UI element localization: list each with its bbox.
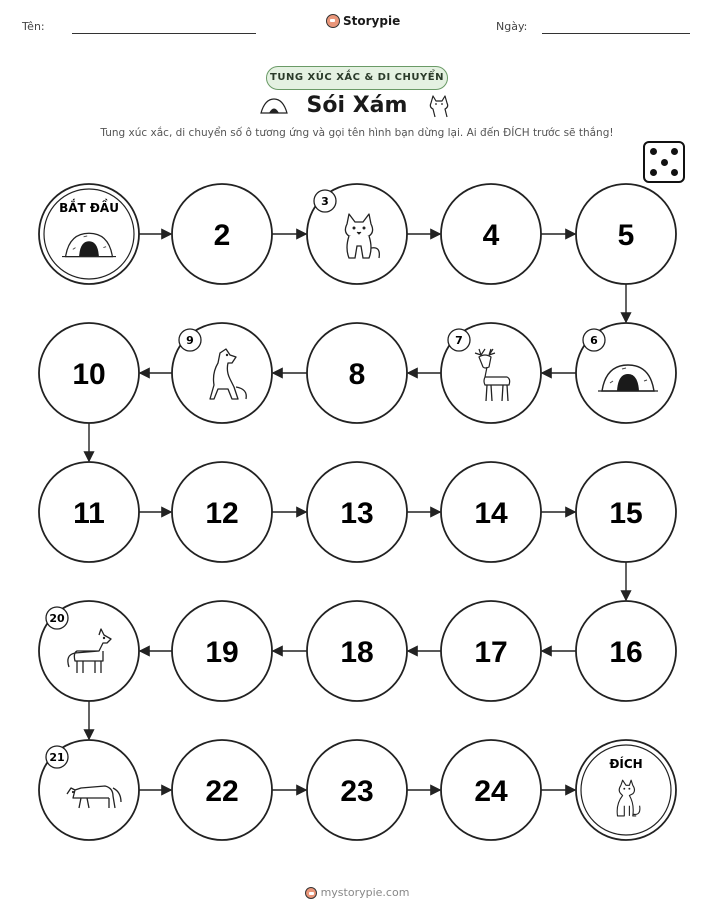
board-cell-14[interactable] [441,462,541,562]
cell-number: 12 [205,497,239,530]
brand-name: Storypie [343,14,401,28]
cell-number: 15 [609,497,643,530]
cell-number: 9 [186,334,194,347]
cell-number: 21 [49,751,65,764]
board-cell-16[interactable] [576,601,676,701]
board-cell-11[interactable] [39,462,139,562]
board-cell-10[interactable] [39,323,139,423]
date-label: Ngày: [496,20,528,33]
title-text: Sói Xám [306,93,408,118]
storypie-logo-icon [305,887,317,899]
board-cell-7[interactable] [441,323,541,423]
cell-number: 2 [213,219,231,252]
cell-number: 20 [49,612,65,625]
board-cell-12[interactable] [172,462,272,562]
cell-number: 4 [482,219,500,252]
board-cell-21[interactable] [39,740,139,840]
board-cell-17[interactable] [441,601,541,701]
board-cell-18[interactable] [307,601,407,701]
cell-number: 16 [609,636,643,669]
board-cell-15[interactable] [576,462,676,562]
cell-number: 10 [72,358,106,391]
cell-number: 18 [340,636,374,669]
cell-number: 14 [474,497,508,530]
cell-number: 22 [205,775,239,808]
cell-number: 19 [205,636,239,669]
board-cell-19[interactable] [172,601,272,701]
cell-number: 17 [474,636,508,669]
board-cell-25[interactable] [576,740,676,840]
board-cell-24[interactable] [441,740,541,840]
instructions: Tung xúc xắc, di chuyển số ô tương ứng và gọi tên hình bạn dừng lại. Ai đến ĐÍCH trước sẽ thắng! [100,127,614,139]
start-label: BẮT ĐẦU [59,201,119,215]
footer-url: mystorypie.com [320,886,410,899]
cell-number: 7 [455,334,463,347]
cell-number: 13 [340,497,374,530]
activity-badge: TUNG XÚC XẮC & DI CHUYỂN [266,66,448,90]
cell-number: 11 [73,497,105,530]
board-cell-22[interactable] [172,740,272,840]
board-cell-4[interactable] [441,184,541,284]
board-cell-13[interactable] [307,462,407,562]
cell-number: 24 [474,775,508,808]
cell-number: 3 [321,195,329,208]
board-cell-20[interactable] [39,601,139,701]
board-cell-9[interactable] [172,323,272,423]
footer [0,886,714,899]
cell-number: 23 [340,775,374,808]
board-cell-23[interactable] [307,740,407,840]
cell-number: 6 [590,334,598,347]
name-label: Tên: [22,20,45,33]
board-cell-6[interactable] [576,323,676,423]
board-cell-1[interactable] [39,184,139,284]
board-cell-5[interactable] [576,184,676,284]
board-cell-2[interactable] [172,184,272,284]
board-cell-3[interactable] [307,184,407,284]
finish-label: ĐÍCH [609,757,643,771]
board-cell-8[interactable] [307,323,407,423]
cell-number: 8 [348,358,366,391]
cell-number: 5 [617,219,635,252]
